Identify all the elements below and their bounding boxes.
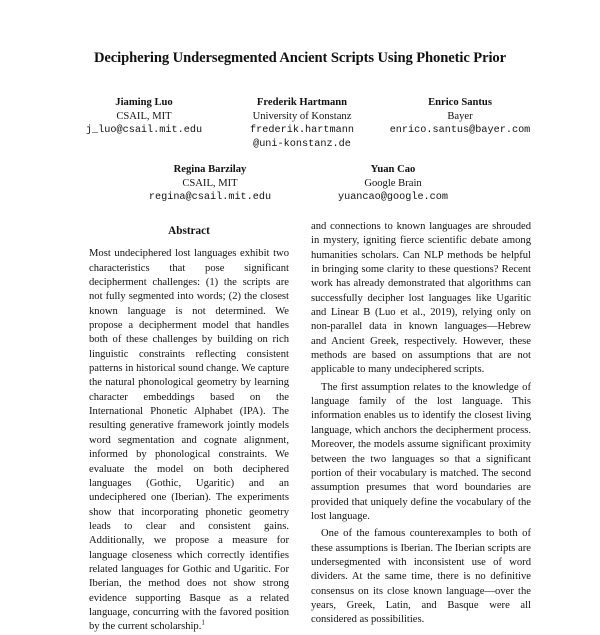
abstract-body: Most undeciphered lost languages exhibit two characteristics that pose significant decipherment challenges: (1) the scripts are not fully segmented into words; (2) the closest known language is not determined. We propose a decipherment model that handles both of these challenges by building on rich linguistic constraints reflecting consistent patterns in historical sound change. We capture the natural phonological geometry by learning character embeddings based on the International Phonetic Alphabet (IPA). The resulting generative framework jointly models word segmentation and cognate alignment, informed by phonological constraints. We evaluate the model on both deciphered languages (Gothic, Ugaritic) and an undeciphered one (Iberian). The experiments show that incorporating phonetic geometry leads to clear and consistent gains. Additionally, we propose a measure for language closeness which correctly identifies related languages for Gothic and Ugaritic. For Iberian, the method does not show strong evidence supporting Basque as a related language, concurring with the favored position by the current scholarship. bbox=[89, 248, 289, 633]
author-email: enrico.santus@bayer.com bbox=[389, 125, 531, 136]
author-name: Yuan Cao bbox=[370, 164, 416, 175]
abstract-text bbox=[89, 247, 289, 634]
author-affiliation: University of Konstanz bbox=[252, 111, 352, 122]
abstract-section bbox=[89, 224, 289, 635]
author-name: Jiaming Luo bbox=[115, 97, 173, 108]
author-block-hartmann bbox=[237, 96, 367, 152]
paper-title: Deciphering Undersegmented Ancient Scripts Using Phonetic Prior bbox=[93, 50, 507, 66]
author-affiliation: Bayer bbox=[447, 111, 473, 122]
author-email: frederik.hartmann bbox=[250, 125, 354, 136]
author-name: Frederik Hartmann bbox=[256, 97, 348, 108]
body-paragraph: The first assumption relates to the knowledge of language family of the lost language. This information enables us to identify the closest living language, which anchors the decipherment process. Moreover, the models assume significant proximity between the two languages so that a significant portion of their vocabulary is matched. The second assumption presumes that word boundaries are provided that uniquely define the vocabulary of the lost language. bbox=[311, 381, 531, 522]
author-affiliation: Google Brain bbox=[364, 178, 422, 189]
author-name: Enrico Santus bbox=[428, 97, 492, 108]
footnote-mark: 1 bbox=[201, 618, 205, 627]
body-column bbox=[311, 220, 531, 628]
author-email: yuancao@google.com bbox=[337, 192, 449, 203]
author-email: regina@csail.mit.edu bbox=[148, 192, 272, 203]
author-block-santus bbox=[385, 96, 535, 138]
author-email-continuation: @uni-konstanz.de bbox=[253, 139, 351, 150]
author-affiliation: CSAIL, MIT bbox=[182, 178, 238, 189]
author-affiliation: CSAIL, MIT bbox=[116, 111, 172, 122]
author-block-barzilay bbox=[145, 163, 275, 205]
author-block-luo bbox=[84, 96, 204, 138]
body-paragraph: and connections to known languages are shrouded in mystery, igniting fierce scientific debate among humanities scholars. Can NLP methods be helpful in bringing some clarity to these questions? Recent work has already demonstrated that algorithms can successfully decipher lost languages like Ugaritic and Linear B (Luo et al., 2019), relying only on non-parallel data in known languages—Hebrew and Ancient Greek, respectively. However, these methods are based on assumptions that are not applicable to many undeciphered scripts. bbox=[311, 221, 531, 376]
author-name: Regina Barzilay bbox=[173, 164, 247, 175]
abstract-heading: Abstract bbox=[168, 225, 210, 237]
author-block-cao bbox=[328, 163, 458, 205]
body-paragraph: One of the famous counterexamples to both of these assumptions is Iberian. The Iberian scripts are undersegmented with inconsistent use of word dividers. At the same time, there is no definitive consensus on its close known language—over the years, Greek, Latin, and Basque were all considered as possibilities. bbox=[311, 528, 531, 626]
author-email: j_luo@csail.mit.edu bbox=[85, 125, 203, 136]
